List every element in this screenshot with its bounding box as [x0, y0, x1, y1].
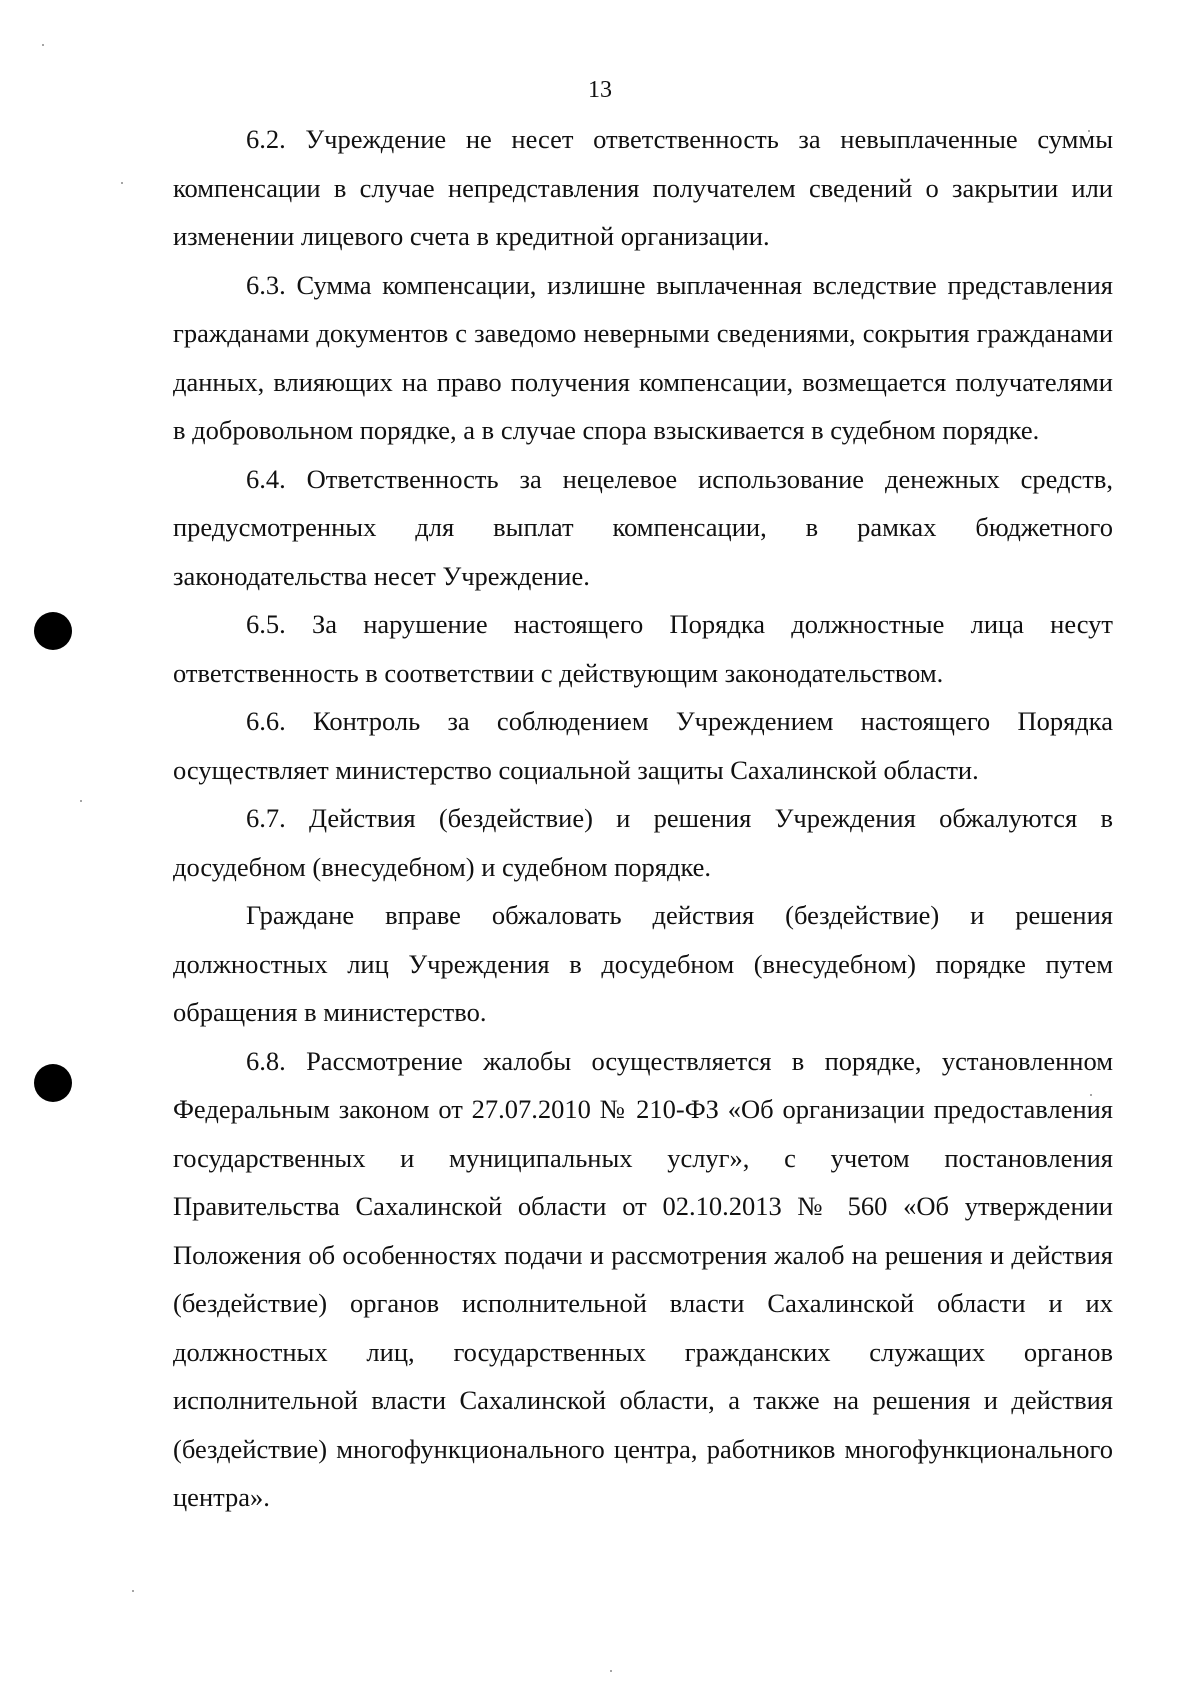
scan-speck [610, 1670, 612, 1672]
page-number: 13 [588, 77, 612, 103]
scan-speck [42, 44, 44, 46]
scan-speck [132, 1590, 134, 1592]
paragraph-appeal-rights: Граждане вправе обжаловать действия (бездействие) и решения должностных лиц Учреждения в досудебном (внесудебном) порядке путем обращения в министерство. [173, 900, 1113, 1027]
paragraph-6-4: 6.4. Ответственность за нецелевое использование денежных средств, предусмотренных для выплат компенсации, в рамках бюджетного законодательства несет Учреждение. [173, 463, 1113, 591]
paragraph-6-3: 6.3. Сумма компенсации, излишне выплаченная вследствие представления гражданами документов с заведомо неверными сведениями, сокрытия гражданами данных, влияющих на право получения компенсации, возмещается получателями в добровольном порядке, а в случае спора взыскивается в судебном порядке. [173, 269, 1113, 445]
paragraph-6-2: 6.2. Учреждение не несет ответственность за невыплаченные суммы компенсации в случае непредставления получателем сведений о закрытии или изменении лицевого счета в кредитной организации. [173, 124, 1113, 251]
paragraph-6-7: 6.7. Действия (бездействие) и решения Учреждения обжалуются в досудебном (внесудебном) и судебном порядке. [173, 803, 1113, 882]
punch-hole-top [34, 612, 72, 650]
punch-hole-bottom [34, 1064, 72, 1102]
paragraph-6-5: 6.5. За нарушение настоящего Порядка должностные лица несут ответственность в соответствии с действующим законодательством. [173, 609, 1113, 688]
document-body [173, 115, 1113, 1522]
paragraph-6-8: 6.8. Рассмотрение жалобы осуществляется в порядке, установленном Федеральным законом от 27.07.2010 № 210-ФЗ «Об организации предоставления государственных и муниципальных услуг», с учетом постановления Правительства Сахалинской области от 02.10.2013 № 560 «Об утверждении Положения об особенностях подачи и рассмотрения жалоб на решения и действия (бездействие) органов исполнительной власти Сахалинской области и их должностных лиц, государственных гражданских служащих органов исполнительной власти Сахалинской области, а также на решения и действия (бездействие) многофункционального центра, работников многофункционального центра». [173, 1045, 1113, 1512]
scan-speck [121, 182, 123, 184]
paragraph-6-6: 6.6. Контроль за соблюдением Учреждением настоящего Порядка осуществляет министерство социальной защиты Сахалинской области. [173, 706, 1113, 785]
scan-speck [80, 800, 82, 802]
